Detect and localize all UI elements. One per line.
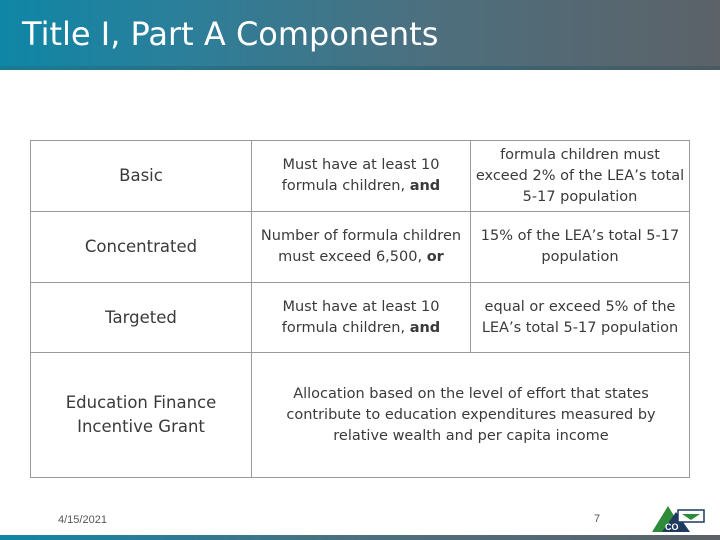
basic-req-line1: Must have at least 10: [282, 157, 440, 173]
concentrated-req-line1: Number of formula children: [260, 228, 462, 244]
row-label-targeted: Targeted: [105, 307, 177, 327]
concentrated-requirement: [252, 212, 470, 282]
targeted-req-conjunction: and: [409, 319, 441, 336]
concentrated-req-conjunction: or: [426, 249, 444, 265]
targeted-threshold: equal or exceed 5% of the LEA’s total 5-17 population: [481, 298, 679, 336]
page-number: 7: [594, 513, 601, 525]
efig-description: Allocation based on the level of effort that states contribute to education expenditures measured by relative wealth and per capita income: [286, 385, 656, 444]
targeted-req-line1: Must have at least 10: [282, 298, 440, 315]
targeted-requirement: [252, 283, 470, 352]
title-bar: [0, 0, 720, 66]
basic-requirement: [252, 141, 470, 211]
concentrated-threshold: 15% of the LEA’s total 5-17 population: [480, 228, 680, 265]
row-label-concentrated: Concentrated: [84, 237, 198, 256]
concentrated-req-line2: must exceed 6,500,: [278, 249, 427, 265]
title-divider: [0, 66, 720, 70]
targeted-req-line2: formula children,: [281, 319, 410, 336]
basic-req-line2: formula children,: [281, 178, 410, 194]
basic-req-conjunction: and: [409, 178, 441, 194]
slide-title: Title I, Part A Components: [22, 15, 439, 53]
logo-text: CO: [665, 522, 679, 532]
footer-date: 4/15/2021: [58, 514, 107, 526]
colorado-logo-icon: [648, 500, 708, 534]
components-table: [30, 140, 690, 478]
row-label-basic: Basic: [119, 166, 163, 185]
basic-threshold: formula children must exceed 2% of the LEA’s total 5-17 population: [475, 146, 685, 205]
bottom-bar: [0, 535, 720, 540]
row-label-efig: Education Finance Incentive Grant: [65, 393, 217, 436]
